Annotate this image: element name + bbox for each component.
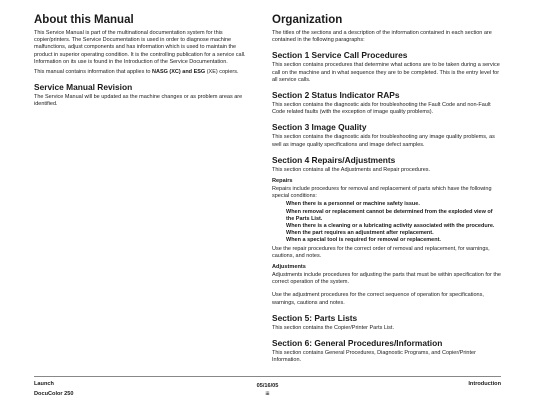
footer-page-number: iii (265, 392, 270, 397)
footer-status: Launch (34, 381, 54, 387)
footer-product: DocuColor 250 (34, 391, 74, 397)
adjustments-paragraph: Adjustments include procedures for adjusting the parts that must be within specification for the correct operation of the system. (272, 272, 501, 286)
revision-heading: Service Manual Revision (34, 82, 133, 93)
section2-heading: Section 2 Status Indicator RAPs (272, 90, 400, 101)
section6-heading: Section 6: General Procedures/Information (272, 338, 443, 349)
organization-heading: Organization (272, 14, 343, 26)
repairs-paragraph: Repairs include procedures for removal and replacement of parts which have the following special conditions: (272, 186, 492, 200)
section3-heading: Section 3 Image Quality (272, 122, 367, 133)
applicability-text: This manual contains information that applies to (34, 69, 153, 76)
revision-paragraph: The Service Manual will be updated as the machine changes or as problem areas are identified. (34, 94, 243, 108)
applicability-text-end: (XE) copiers. (205, 69, 239, 76)
section4-heading: Section 4 Repairs/Adjustments (272, 154, 396, 165)
section1-heading: Section 1 Service Call Procedures (272, 50, 408, 61)
repair-condition-item: When there is a personnel or machine safety issue. (286, 201, 420, 208)
about-manual-heading: About this Manual (34, 14, 134, 26)
repair-condition-item: When removal or replacement cannot be determined from the exploded view of the Parts List. (286, 208, 493, 222)
repair-conditions-list (272, 201, 501, 244)
adjustments-usage-paragraph: Use the adjustment procedures for the correct sequence of operation for specifications, warnings, cautions and notes. (272, 292, 484, 306)
left-column (34, 14, 255, 112)
repairs-usage-paragraph: Use the repair procedures for the correct order of removal and replacement, for warnings, cautions, and notes. (272, 245, 490, 259)
organization-paragraph: The titles of the sections and a description of the information contained in each section are contained in the following paragraphs: (272, 30, 492, 44)
section4-paragraph: This section contains all the Adjustments and Repair procedures. (272, 166, 431, 173)
section5-paragraph: This section contains the Copier/Printer Parts List. (272, 324, 394, 331)
right-column (272, 14, 501, 367)
applicability-paragraph (34, 69, 255, 76)
page-footer (34, 376, 501, 406)
applicability-bold: NASG (XC) and ESG (152, 69, 206, 76)
section6-paragraph: This section contains General Procedures, Diagnostic Programs, and Copier/Printer Information. (272, 350, 476, 364)
repair-condition-item: When there is a cleaning or a lubricating activity associated with the procedure. (286, 223, 495, 230)
footer-section: Introduction (468, 381, 501, 387)
section2-paragraph: This section contains the diagnostic aids for troubleshooting the Fault Code and non-Fault Code related faults (with the exception of image quality problems). (272, 102, 491, 116)
about-manual-paragraph: This Service Manual is part of the multinational documentation system for this copier/printers. The Service Documentation is used in order to diagnose machine malfunctions, adjust components and has information which is used to maintain the product in superior operating condition. It is the controlling publication for a service call. Information on its use is found in the Introduction of the Service Documentation. (34, 30, 246, 65)
adjustments-heading: Adjustments (272, 264, 306, 271)
repair-condition-item: When a special tool is required for removal or replacement. (286, 237, 441, 244)
section5-heading: Section 5: Parts Lists (272, 312, 358, 323)
footer-date: 05/16/05 (256, 383, 279, 389)
section3-paragraph: This section contains the diagnostic aids for troubleshooting any image quality problems, as well as image quality specifications and image defect samples. (272, 134, 495, 148)
section1-paragraph: This section contains procedures that determine what actions are to be taken during a service call on the machine and in what sequence they are to be completed. This is the entry level for all service calls. (272, 62, 500, 83)
repair-condition-item: When the part requires an adjustment after replacement. (286, 230, 434, 237)
repairs-heading: Repairs (272, 178, 293, 185)
